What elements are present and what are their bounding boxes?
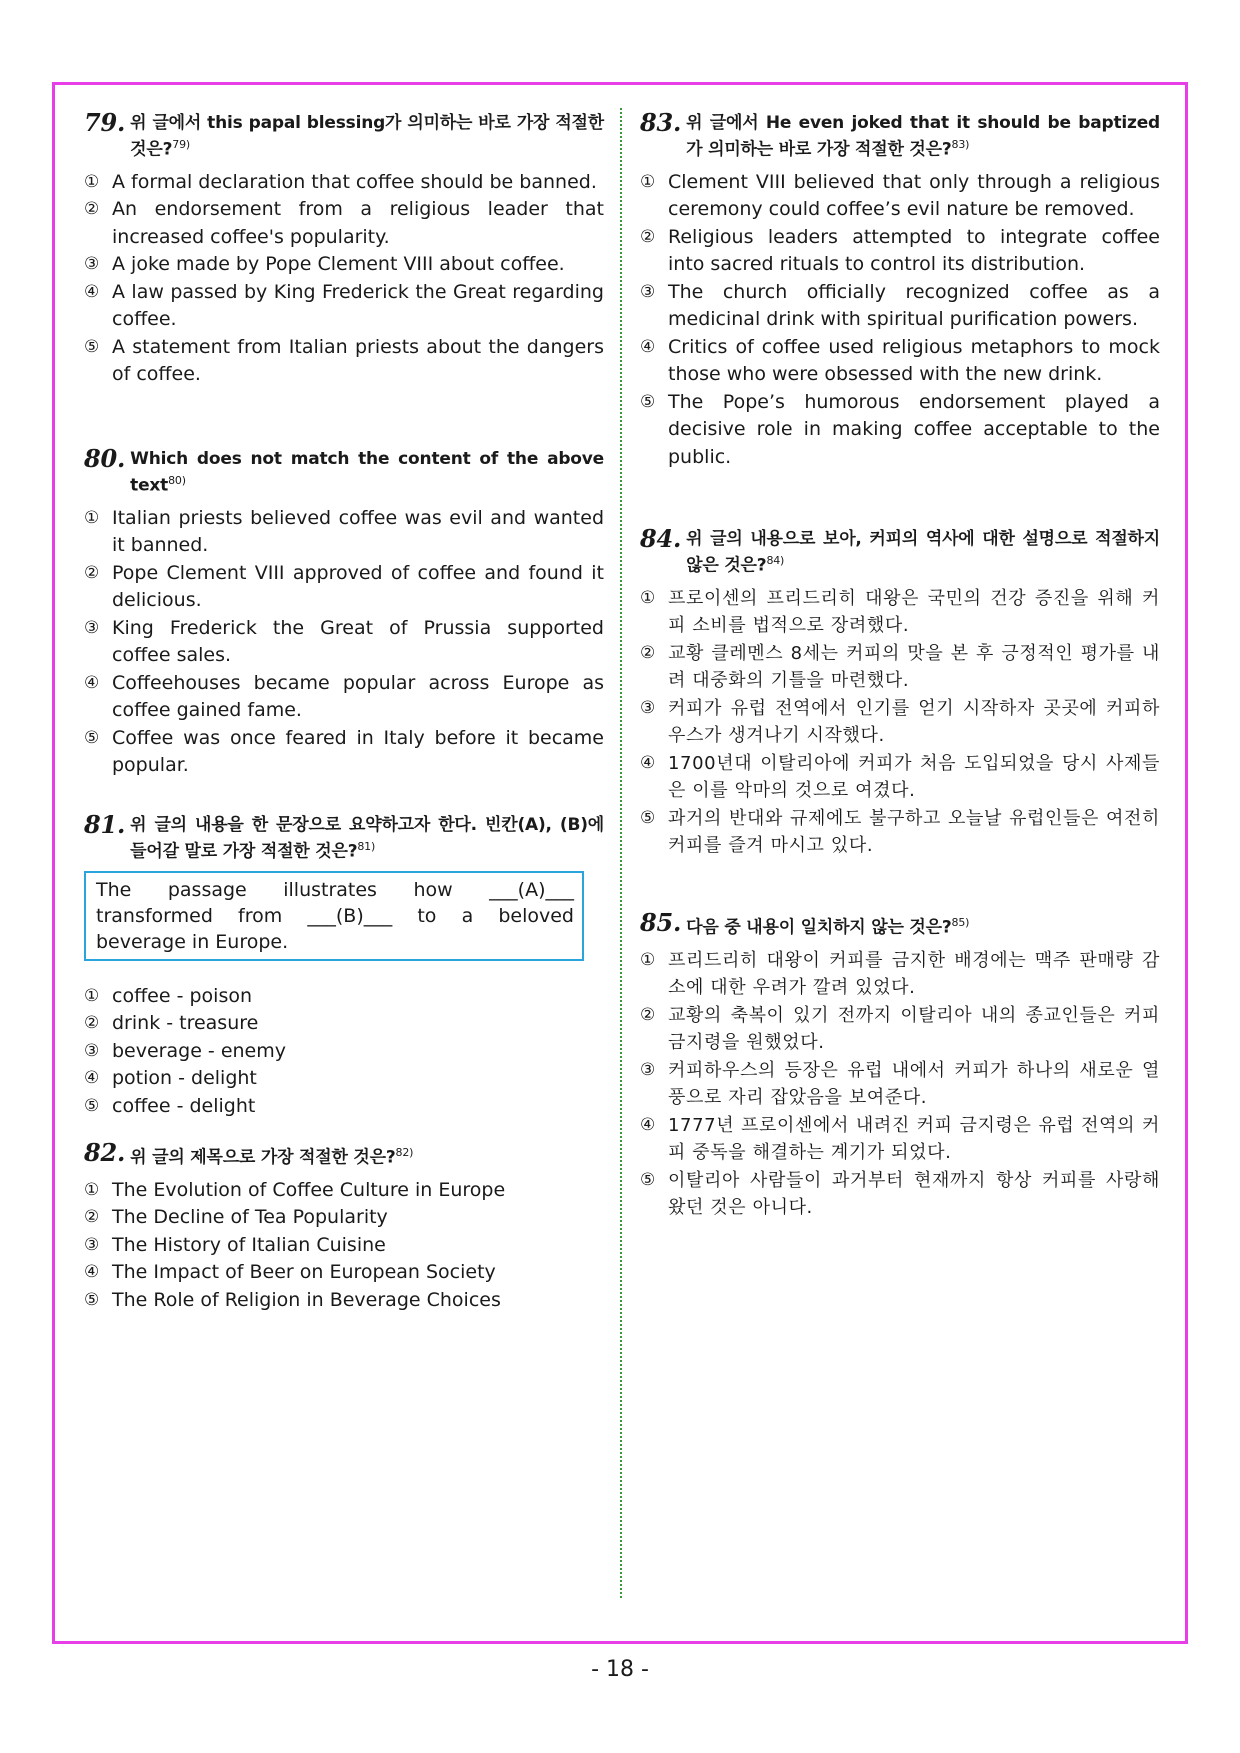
option-list [84, 505, 604, 780]
option-list [84, 983, 604, 1121]
option-5[interactable]: ⑤ The Role of Religion in Beverage Choices [84, 1288, 501, 1311]
question-prompt: Which does not match the content of the above text$^{80)}$ [130, 449, 604, 496]
question-header [84, 108, 604, 161]
option-2[interactable]: ② The Decline of Tea Popularity [84, 1206, 388, 1229]
option-4[interactable]: ④ A law passed by King Frederick the Great regarding coffee. [84, 280, 604, 331]
option-2[interactable]: ② 교황 클레멘스 8세는 커피의 맛을 본 후 긍정적인 평가를 내려 대중화의 기틀을 마련했다. [640, 642, 1160, 692]
question-81 [84, 810, 604, 1120]
summary-box: The passage illustrates how ___(A)___ transformed from ___(B)___ to a beloved beverage in Europe. [84, 871, 584, 961]
footnote-ref: 85) [951, 916, 970, 929]
question-header [84, 810, 604, 863]
question-79 [84, 108, 604, 389]
question-header [84, 444, 604, 497]
question-number: 80. [84, 444, 126, 473]
question-header [640, 908, 1160, 939]
question-84 [640, 524, 1160, 860]
option-list [640, 585, 1160, 860]
option-3[interactable]: ③ King Frederick the Great of Prussia supported coffee sales. [84, 616, 604, 667]
option-1[interactable]: ① 프로이센의 프리드리히 대왕은 국민의 건강 증진을 위해 커피 소비를 법적으로 장려했다. [640, 587, 1160, 637]
footnote-ref: 83) [951, 138, 970, 151]
question-header [84, 1138, 604, 1169]
question-prompt: 위 글의 제목으로 가장 적절한 것은?$^{82)}$ [130, 1146, 414, 1168]
option-2[interactable]: ② drink - treasure [84, 1012, 259, 1035]
question-prompt: 위 글에서 this papal blessing가 의미하는 바로 가장 적절한 것은?$^{79)}$ [130, 113, 604, 160]
question-83 [640, 108, 1160, 471]
option-4[interactable]: ④ Critics of coffee used religious metaphors to mock those who were obsessed with the new drink. [640, 335, 1160, 386]
footnote-ref: 80) [168, 474, 186, 487]
question-header [640, 524, 1160, 577]
option-3[interactable]: ③ beverage - enemy [84, 1039, 286, 1062]
option-5[interactable]: ⑤ 과거의 반대와 규제에도 불구하고 오늘날 유럽인들은 여전히 커피를 즐겨 마시고 있다. [640, 807, 1160, 857]
option-3[interactable]: ③ The History of Italian Cuisine [84, 1233, 386, 1256]
question-85 [640, 908, 1160, 1222]
option-4[interactable]: ④ The Impact of Beer on European Society [84, 1261, 496, 1284]
question-prompt: 위 글에서 He even joked that it should be baptized 가 의미하는 바로 가장 적절한 것은?$^{83)}$ [686, 113, 1160, 160]
question-number: 79. [84, 108, 126, 137]
option-list [84, 1177, 604, 1315]
option-4[interactable]: ④ 1700년대 이탈리아에 커피가 처음 도입되었을 당시 사제들은 이를 악마의 것으로 여겼다. [640, 752, 1160, 802]
option-1[interactable]: ① The Evolution of Coffee Culture in Europe [84, 1178, 506, 1201]
option-list [84, 169, 604, 389]
footnote-ref: 84) [766, 554, 785, 567]
question-80 [84, 444, 604, 780]
question-82 [84, 1138, 604, 1314]
option-3[interactable]: ③ A joke made by Pope Clement VIII about coffee. [84, 253, 565, 276]
option-5[interactable]: ⑤ A statement from Italian priests about the dangers of coffee. [84, 335, 604, 386]
option-4[interactable]: ④ 1777년 프로이센에서 내려진 커피 금지령은 유럽 전역의 커피 중독을 해결하는 계기가 되었다. [640, 1114, 1160, 1164]
question-number: 82. [84, 1138, 126, 1167]
question-prompt: 위 글의 내용으로 보아, 커피의 역사에 대한 설명으로 적절하지 않은 것은?$^{84)}$ [686, 529, 1160, 576]
option-1[interactable]: ① 프리드리히 대왕이 커피를 금지한 배경에는 맥주 판매량 감소에 대한 우려가 깔려 있었다. [640, 949, 1160, 999]
question-number: 85. [640, 908, 682, 937]
question-number: 84. [640, 524, 682, 553]
question-number: 83. [640, 108, 682, 137]
option-3[interactable]: ③ 커피하우스의 등장은 유럽 내에서 커피가 하나의 새로운 열풍으로 자리 잡았음을 보여준다. [640, 1059, 1160, 1109]
column-divider [620, 108, 622, 1598]
question-prompt: 다음 중 내용이 일치하지 않는 것은?$^{85)}$ [686, 916, 970, 938]
question-number: 81. [84, 810, 126, 839]
option-4[interactable]: ④ potion - delight [84, 1067, 257, 1090]
option-5[interactable]: ⑤ 이탈리아 사람들이 과거부터 현재까지 항상 커피를 사랑해 왔던 것은 아니다. [640, 1169, 1160, 1219]
footnote-ref: 81) [357, 840, 376, 853]
footnote-ref: 82) [395, 1146, 414, 1159]
option-1[interactable]: ① A formal declaration that coffee should be banned. [84, 170, 597, 193]
option-2[interactable]: ② 교황의 축복이 있기 전까지 이탈리아 내의 종교인들은 커피 금지령을 원했었다. [640, 1004, 1160, 1054]
option-2[interactable]: ② Religious leaders attempted to integrate coffee into sacred rituals to control its distribution. [640, 225, 1160, 276]
option-2[interactable]: ② An endorsement from a religious leader that increased coffee's popularity. [84, 198, 604, 248]
page-number: - 18 - [591, 1657, 649, 1682]
option-5[interactable]: ⑤ The Pope’s humorous endorsement played a decisive role in making coffee acceptable to the public. [640, 390, 1160, 468]
option-list [640, 169, 1160, 472]
question-prompt: 위 글의 내용을 한 문장으로 요약하고자 한다. 빈칸(A), (B)에 들어갈 말로 가장 적절한 것은?$^{81)}$ [130, 815, 604, 862]
option-5[interactable]: ⑤ Coffee was once feared in Italy before it became popular. [84, 726, 604, 777]
footnote-ref: 79) [172, 138, 190, 151]
option-5[interactable]: ⑤ coffee - delight [84, 1094, 256, 1117]
option-2[interactable]: ② Pope Clement VIII approved of coffee and found it delicious. [84, 561, 604, 612]
option-4[interactable]: ④ Coffeehouses became popular across Europe as coffee gained fame. [84, 671, 604, 722]
option-1[interactable]: ① Clement VIII believed that only through a religious ceremony could coffee’s evil nature be removed. [640, 170, 1160, 221]
question-header [640, 108, 1160, 161]
option-1[interactable]: ① Italian priests believed coffee was evil and wanted it banned. [84, 506, 604, 557]
option-1[interactable]: ① coffee - poison [84, 984, 253, 1007]
option-3[interactable]: ③ The church officially recognized coffee as a medicinal drink with spiritual purification powers. [640, 280, 1160, 331]
option-list [640, 947, 1160, 1222]
option-3[interactable]: ③ 커피가 유럽 전역에서 인기를 얻기 시작하자 곳곳에 커피하우스가 생겨나기 시작했다. [640, 697, 1160, 747]
